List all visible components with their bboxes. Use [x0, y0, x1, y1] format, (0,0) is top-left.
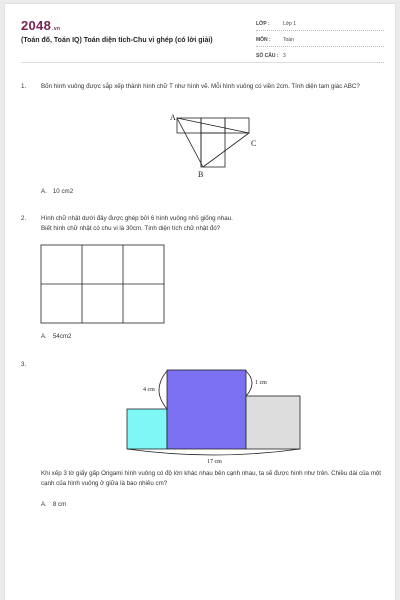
answer-text: 54cm2 [52, 333, 72, 340]
answer-text: 10 cm2 [52, 188, 74, 195]
meta-value: Lớp 1 [283, 20, 297, 27]
left-square [127, 409, 167, 449]
meta-key: SỐ CÂU : [256, 52, 279, 59]
worksheet-title: (Toán đố, Toán IQ) Toán diện tích-Chu vi ghép (có lời giải) [21, 37, 213, 44]
worksheet-page [5, 4, 395, 600]
question-number: 2. [21, 215, 27, 222]
worksheet-meta [256, 17, 384, 65]
question-text: Bốn hình vuông được sắp xếp thành hình chữ T như hình vẽ. Mỗi hình vuông có viền 2cm. Tính diện tam giác ABC? [41, 83, 360, 90]
triangle-side-ac [177, 118, 249, 133]
header-divider [21, 62, 379, 63]
question-2 [21, 214, 381, 238]
square [201, 133, 225, 167]
label-b: B [198, 170, 204, 179]
label-left-height: 4 cm [143, 387, 155, 393]
answer-3 [41, 501, 66, 508]
meta-key: MÔN : [256, 36, 271, 43]
site-logo[interactable]: 2048.vn [21, 18, 61, 33]
question-text-line-2: Biết hình chữ nhật có chu vi là 30cm. Tính diện tích chữ nhật đó? [41, 225, 221, 232]
question-3 [21, 469, 381, 493]
label-total-width: 17 cm [207, 459, 222, 464]
label-c: C [251, 139, 257, 148]
answer-letter: A. [41, 501, 47, 508]
meta-row-subject [256, 33, 384, 47]
triangle-side-ab [177, 118, 203, 167]
question-text-line-1: Hình chữ nhật dưới đây được ghép bởi 6 hình vuông nhỏ giống nhau. [41, 215, 233, 222]
meta-row-class [256, 17, 384, 31]
meta-value: 3 [283, 52, 286, 59]
question-number: 1. [21, 83, 27, 90]
triangle-side-bc [203, 133, 249, 167]
t-shape-figure [165, 108, 265, 180]
label-right-height: 1 cm [255, 380, 267, 386]
meta-key: LỚP : [256, 20, 270, 27]
answer-1 [41, 188, 73, 195]
meta-row-count [256, 49, 384, 63]
answer-letter: A. [41, 188, 47, 195]
question-text: Khi xếp 3 tờ giấy gấp Origami hình vuông có độ lớn khác nhau bên cạnh nhau, ta sẽ được hình như trên. Chiều dài của một cạnh của hình vuông ở giữa là bao nhiêu cm? [41, 470, 382, 487]
answer-text: 8 cm [52, 501, 67, 508]
question-3-number [21, 360, 51, 372]
label-a: A [170, 113, 176, 122]
question-1 [21, 82, 381, 106]
six-square-rectangle-figure [40, 244, 166, 324]
middle-square [167, 370, 246, 449]
answer-letter: A. [41, 333, 47, 340]
answer-2 [41, 333, 71, 340]
right-square [246, 396, 300, 449]
question-number: 3. [21, 361, 27, 368]
origami-squares-figure [110, 360, 310, 464]
meta-value: Toán [283, 36, 294, 43]
question-text-block [41, 214, 386, 234]
